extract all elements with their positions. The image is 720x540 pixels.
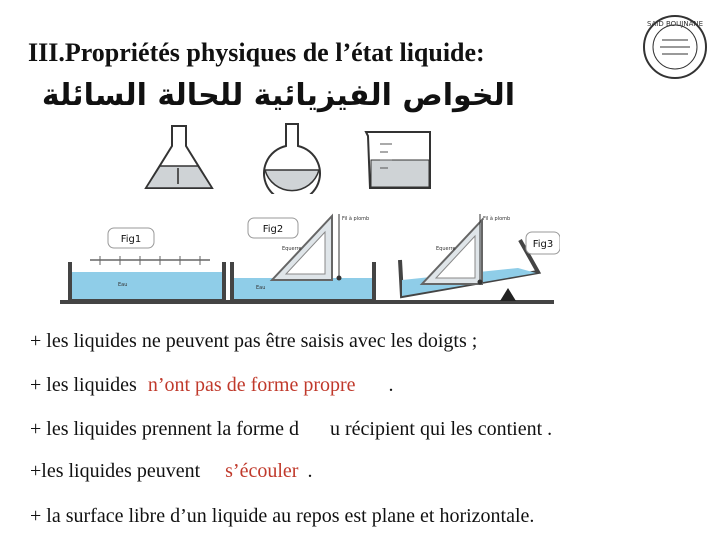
point-3 bbox=[30, 418, 552, 441]
glassware-illustration bbox=[140, 122, 440, 194]
page-title: III.Propriétés physiques de l’état liquide: bbox=[28, 38, 485, 67]
plumb-line-label: Fil à plomb bbox=[483, 216, 511, 222]
point-1 bbox=[30, 330, 477, 353]
fig3-label-box bbox=[526, 232, 560, 254]
arabic-title: الخواص الفيزيائية للحالة السائلة bbox=[41, 78, 515, 113]
author-seal-logo bbox=[642, 14, 708, 80]
water-label: Eau bbox=[118, 282, 128, 288]
fig3 bbox=[400, 214, 538, 301]
set-square-label: Equerre bbox=[436, 246, 456, 252]
svg-text:SAID BOUJNANE: SAID BOUJNANE bbox=[646, 20, 704, 28]
point-4-highlight: s’écouler bbox=[225, 460, 299, 482]
round-bottom-flask-icon bbox=[264, 124, 320, 194]
point-2-period: . bbox=[388, 374, 394, 396]
point-4-text: +les liquides peuvent bbox=[30, 460, 201, 482]
point-1-text: + les liquides ne peuvent pas être saisis avec les doigts ; bbox=[30, 330, 478, 352]
point-4-period: . bbox=[307, 460, 313, 482]
svg-text:Fig1: Fig1 bbox=[120, 234, 142, 245]
erlenmeyer-flask-icon bbox=[146, 126, 212, 188]
fig1-label-box bbox=[108, 228, 154, 248]
point-2-highlight: n’ont pas de forme propre bbox=[147, 374, 356, 396]
point-5 bbox=[30, 505, 534, 528]
point-4 bbox=[30, 460, 312, 483]
plumb-line-label: Fil à plomb bbox=[342, 216, 370, 222]
point-5-text: + la surface libre d’un liquide au repos est plane et horizontale. bbox=[30, 505, 535, 527]
point-2-text: + les liquides bbox=[30, 374, 137, 396]
beaker-icon bbox=[366, 132, 430, 188]
liquid-level-experiment bbox=[60, 210, 560, 310]
set-square-label: Equerre bbox=[282, 246, 302, 252]
point-2 bbox=[30, 374, 394, 397]
svg-text:Fig3: Fig3 bbox=[532, 239, 554, 250]
point-3-text-end: u récipient qui les contient . bbox=[329, 418, 553, 440]
svg-text:Fig2: Fig2 bbox=[262, 224, 284, 235]
fig1 bbox=[70, 256, 224, 300]
fig2-label-box bbox=[248, 218, 298, 238]
point-3-text: + les liquides prennent la forme d bbox=[30, 418, 299, 440]
water-label: Eau bbox=[256, 285, 266, 291]
